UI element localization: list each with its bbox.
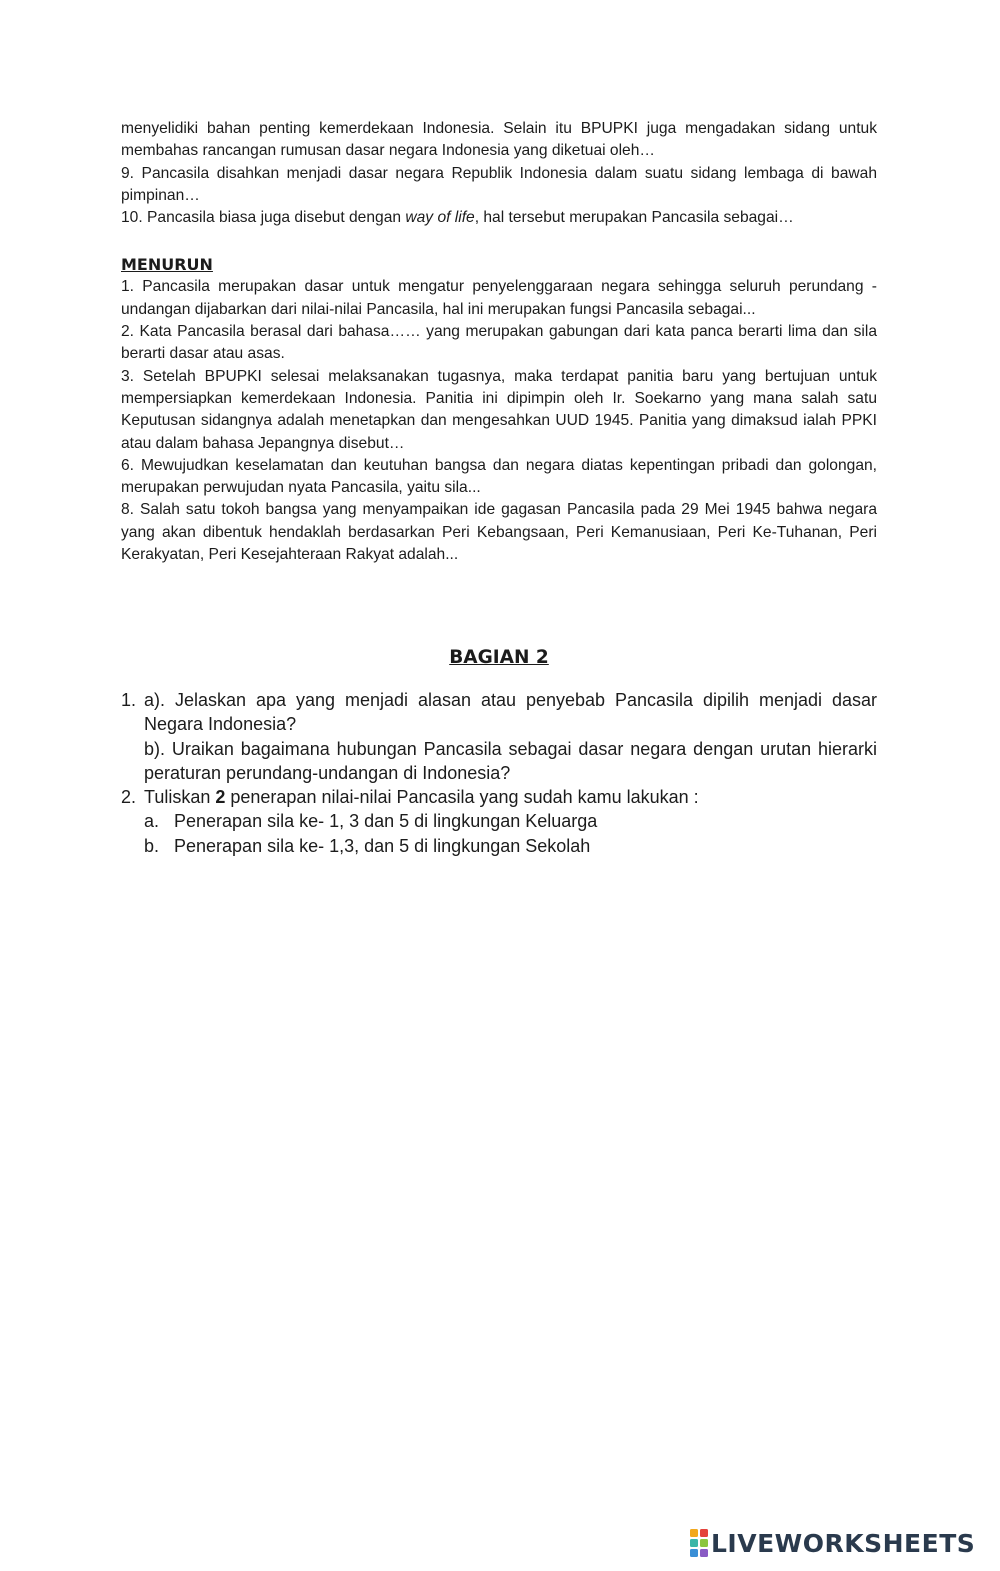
question-10-pre: 10. Pancasila biasa juga disebut dengan <box>121 209 406 227</box>
menurun-item-2: 2. Kata Pancasila berasal dari bahasa…… yang merupakan gabungan dari kata panca berarti lima dan sila berarti dasar atau asas. <box>121 323 877 363</box>
liveworksheets-logo-icon <box>690 1529 708 1557</box>
liveworksheets-logo-text: LIVEWORKSHEETS <box>711 1528 976 1558</box>
question-10-italic: way of life <box>405 209 475 227</box>
paragraph-continuation: menyelidiki bahan penting kemerdekaan Indonesia. Selain itu BPUPKI juga mengadakan sidang untuk membahas rancangan rumusan dasar negara Indonesia yang diketuai oleh… <box>121 120 877 160</box>
question-2a-text: Penerapan sila ke- 1, 3 dan 5 di lingkungan Keluarga <box>174 811 598 832</box>
menurun-item-1: 1. Pancasila merupakan dasar untuk mengatur penyelenggaraan negara sehingga seluruh perundang - undangan dijabarkan dari nilai-nilai Pancasila, hal ini merupakan fungsi Pancasila sebagai... <box>121 278 877 318</box>
question-1a: a). Jelaskan apa yang menjadi alasan atau penyebab Pancasila dipilih menjadi dasar Negara Indonesia? <box>144 690 877 735</box>
menurun-item-8: 8. Salah satu tokoh bangsa yang menyampaikan ide gagasan Pancasila pada 29 Mei 1945 bahwa negara yang akan dibentuk hendaklah berdasarkan Peri Kebangsaan, Peri Kemanusiaan, Peri Ke-Tuhanan, Peri Kerakyatan, Peri Kesejahteraan Rakyat adalah... <box>121 501 877 564</box>
liveworksheets-logo[interactable] <box>690 1526 975 1560</box>
worksheet-page <box>121 118 877 856</box>
question-2b-text: Penerapan sila ke- 1,3, dan 5 di lingkungan Sekolah <box>174 835 591 856</box>
question-2a <box>121 809 877 833</box>
question-1b: b). Uraikan bagaimana hubungan Pancasila sebagai dasar negara dengan urutan hierarki peraturan perundang-undangan di Indonesia? <box>144 738 877 783</box>
question-2-bold: 2 <box>215 787 226 808</box>
question-2b-letter: b. <box>144 835 160 856</box>
question-2-post: penerapan nilai-nilai Pancasila yang sudah kamu lakukan : <box>225 787 699 808</box>
menurun-item-3: 3. Setelah BPUPKI selesai melaksanakan tugasnya, maka terdapat panitia baru yang bertujuan untuk mempersiapkan kemerdekaan Indonesia. Panitia ini dipimpin oleh Ir. Soekarno yang mana salah satu Keputusan sidangnya adalah menetapkan dan mengesahkan UUD 1945. Panitia yang dimaksud ialah PPKI atau dalam bahasa Jepangnya disebut… <box>121 367 877 452</box>
question-1b-row <box>121 737 877 786</box>
question-9: 9. Pancasila disahkan menjadi dasar negara Republik Indonesia dalam suatu sidang lembaga di bawah pimpinan… <box>121 164 877 204</box>
question-1-number: 1. <box>121 690 137 710</box>
bagian-2-questions <box>121 688 877 858</box>
question-2a-letter: a. <box>144 811 160 832</box>
question-2-text <box>144 785 877 809</box>
menurun-item-6: 6. Mewujudkan keselamatan dan keutuhan bangsa dan negara diatas kepentingan pribadi dan golongan, merupakan perwujudan nyata Pancasila, yaitu sila... <box>121 456 877 497</box>
question-2 <box>121 785 877 809</box>
question-10-post: , hal tersebut merupakan Pancasila sebagai… <box>474 209 794 227</box>
bagian-2-heading: BAGIAN 2 <box>449 647 549 668</box>
question-2-pre: Tuliskan <box>144 787 216 808</box>
question-2b <box>121 834 877 858</box>
menurun-heading: MENURUN <box>121 255 213 275</box>
question-10 <box>121 207 877 229</box>
question-2-number: 2. <box>121 787 137 808</box>
question-1 <box>121 688 877 737</box>
